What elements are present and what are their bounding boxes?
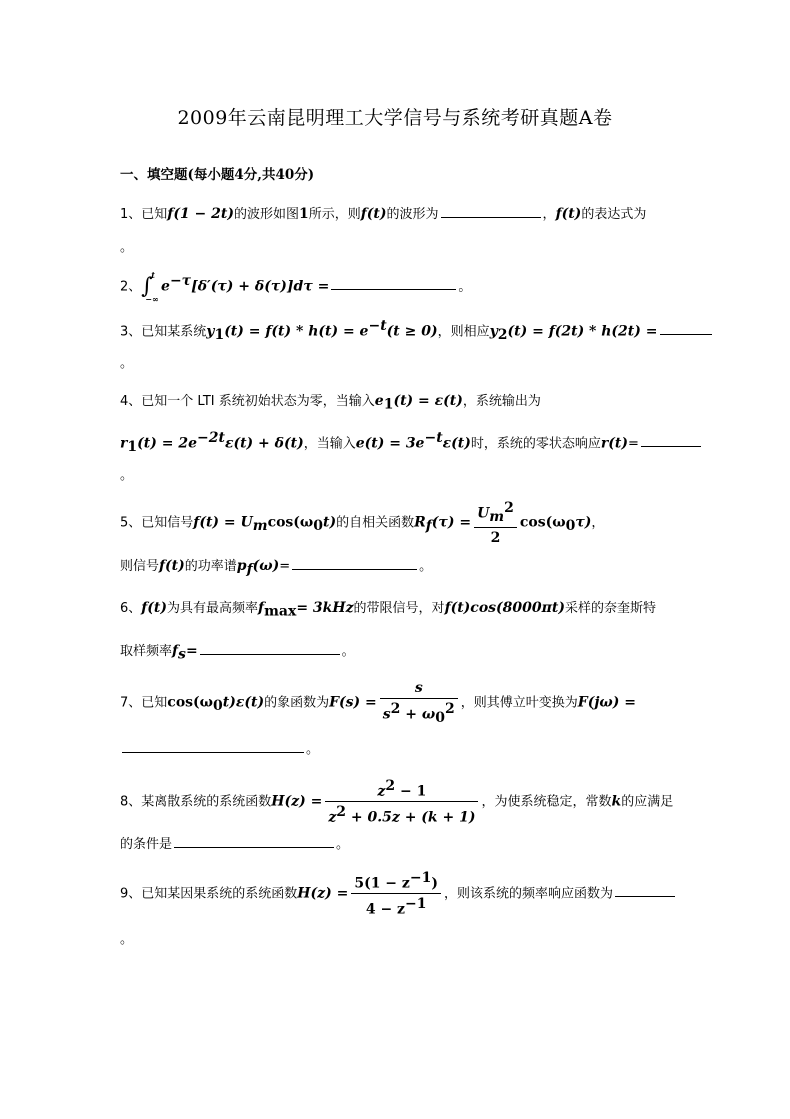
question-1-end: 。	[120, 240, 134, 255]
answer-blank-7[interactable]	[122, 751, 304, 753]
question-4-line2: $r_1(t) = 2e^{-2t}\varepsilon(t) + \delta(t)$，当输入$e(t) = 3e^{-t}\varepsilon(t)$时，系统的零状态响应r(t)=	[120, 430, 703, 455]
question-5: 5、已知信号$f(t) = U_m\cos(\omega_0t)$的自相关函数$R_f(\tau)$ = $\frac{U_m^2}{2}$ $\cos(\omega_0\tau)$，	[120, 500, 605, 546]
question-7: 7、已知$\cos(\omega_0t)\varepsilon(t)$的象函数为F(s) = $\frac{s}{s^2 + \omega_0^2}$ ，则其傅立叶变换为F(jω) =	[120, 680, 636, 726]
question-4-end: 。	[120, 468, 134, 483]
question-2: 2、∫ t −∞ $e^{-\tau}[\delta'(\tau) + \delta(\tau)]d\tau$ = 。	[120, 270, 472, 305]
page-title: 2009年云南昆明理工大学信号与系统考研真题A卷	[177, 107, 613, 129]
question-4: 4、已知一个 LTI 系统初始状态为零，当输入$e_1(t) = \varepsilon(t)$，系统输出为	[120, 393, 541, 413]
question-9-end: 。	[120, 932, 134, 947]
question-5-line2: 则信号f(t)的功率谱$p_f(\omega)=$ 。	[120, 558, 433, 578]
question-8: 8、某离散系统的系统函数H(z) = $\frac{z^2 - 1}{z^2 + 0.5z + (k + 1)}$ ，为使系统稳定，常数k的应满足	[120, 778, 674, 826]
question-8-line2: 的条件是 。	[120, 837, 350, 852]
question-3-end: 。	[120, 356, 134, 371]
question-9: 9、已知某因果系统的系统函数H(z) = $\frac{5(1 - z^{-1})}{4 - z^{-1}}$ ，则该系统的频率响应函数为	[120, 870, 677, 918]
section-heading: 一、填空题(每小题4分,共40分)	[120, 167, 315, 183]
answer-blank-5[interactable]	[292, 568, 417, 570]
fraction-8: $\frac{z^2 - 1}{z^2 + 0.5z + (k + 1)}$	[325, 778, 478, 826]
answer-blank-1a[interactable]	[441, 216, 541, 218]
answer-blank-3[interactable]	[660, 333, 712, 335]
question-3: 3、已知某系统$y_1(t) = f(t) * h(t) = e^{-t}(t \ge 0)$，则相应$y_2(t) = f(2t) * h(2t)$ =	[120, 318, 714, 343]
answer-blank-2[interactable]	[331, 288, 456, 290]
answer-blank-8[interactable]	[174, 846, 334, 848]
question-6-line2: 取样频率$f_s=$ 。	[120, 643, 355, 663]
fraction-9: $\frac{5(1 - z^{-1})}{4 - z^{-1}}$	[351, 870, 441, 918]
fraction-7: $\frac{s}{s^2 + \omega_0^2}$	[380, 680, 458, 726]
answer-blank-6[interactable]	[200, 653, 340, 655]
answer-blank-4[interactable]	[641, 445, 701, 447]
answer-blank-9[interactable]	[615, 895, 675, 897]
fraction-5: $\frac{U_m^2}{2}$	[474, 500, 517, 546]
question-1: 1、已知f(1 − 2t)的波形如图1所示，则f(t)的波形为 ，f(t)的表达式为	[120, 206, 647, 222]
question-6: 6、f(t)为具有最高频率$f_{max}= 3kHz$的带限信号，对f(t)cos(8000πt)采样的奈奎斯特	[120, 600, 656, 620]
integral-sign: ∫ t −∞	[141, 270, 159, 305]
question-7-line2: 。	[120, 738, 319, 757]
